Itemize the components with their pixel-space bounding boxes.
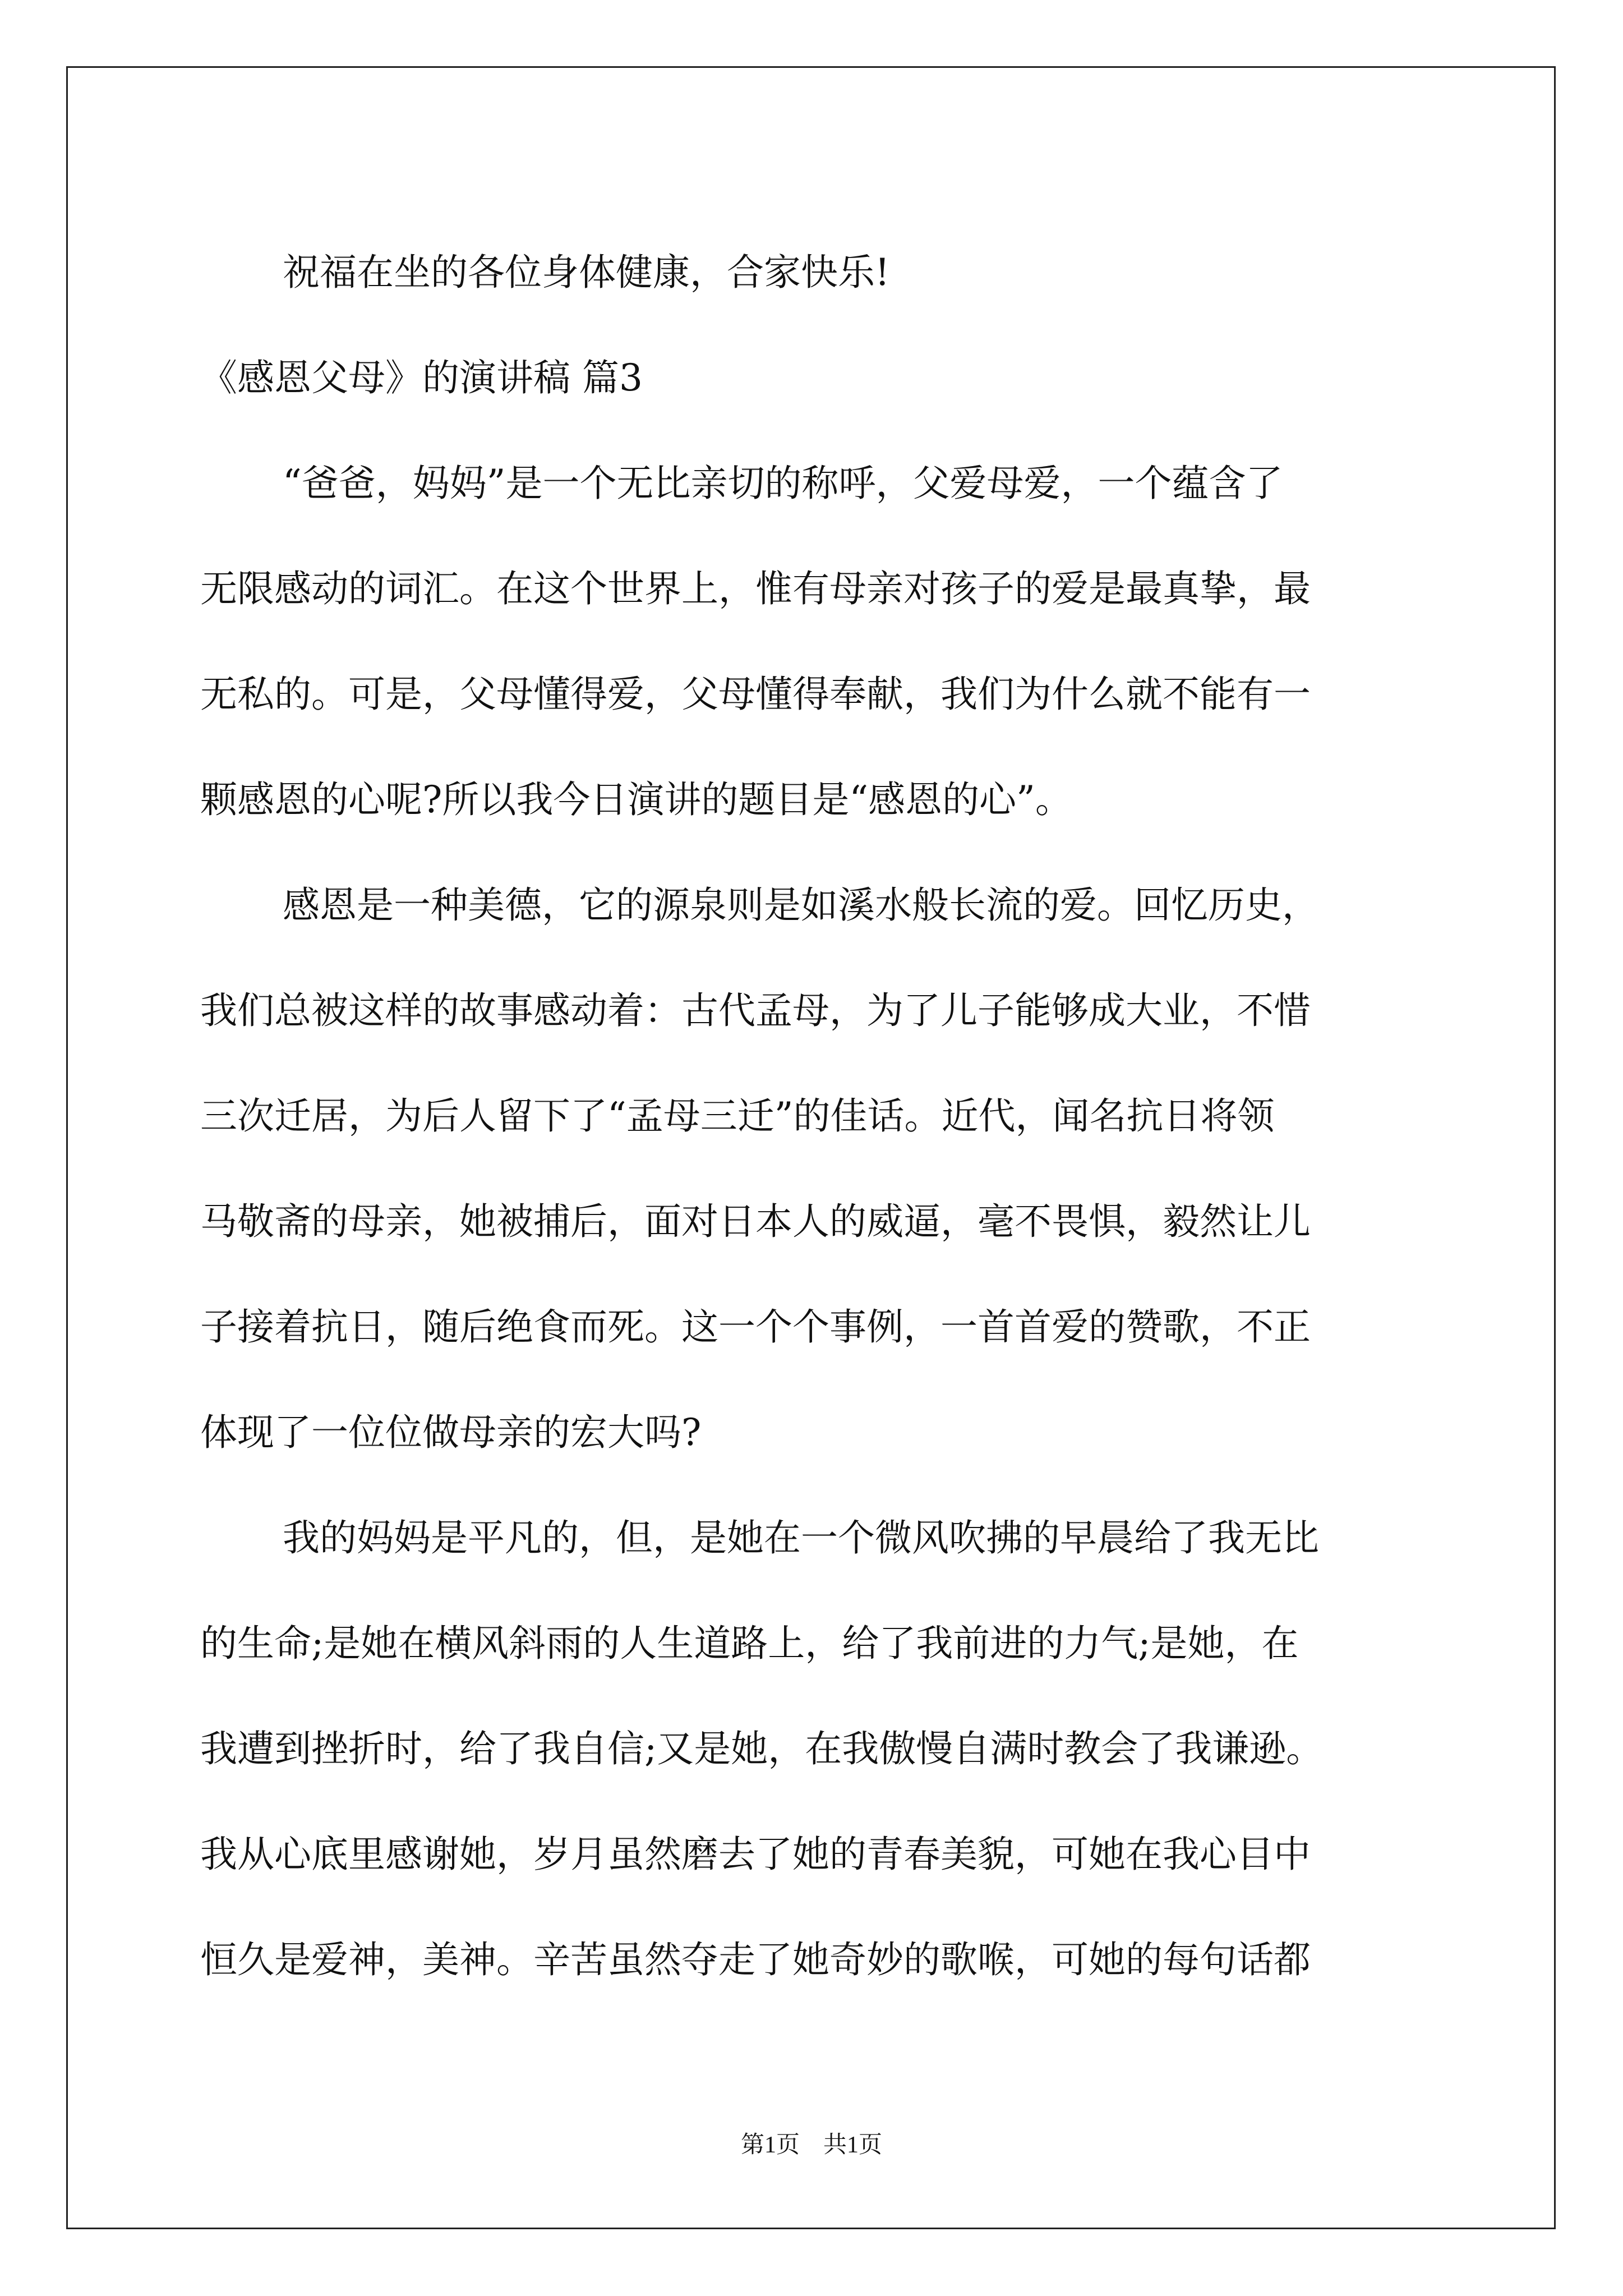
closing-line: 祝福在坐的各位身体健康，合家快乐!	[283, 251, 890, 294]
paragraph-line: 无限感动的词汇。在这个世界上，惟有母亲对孩子的爱是最真挚，最	[200, 567, 1311, 610]
paragraph-line: 体现了一位位做母亲的宏大吗?	[200, 1411, 702, 1454]
paragraph-line: 感恩是一种美德，它的源泉则是如溪水般长流的爱。回忆历史，	[283, 884, 1319, 927]
section-heading: 《感恩父母》的演讲稿 篇3	[200, 356, 643, 399]
paragraph-line: 马敬斋的母亲，她被捕后，面对日本人的威逼，毫不畏惧，毅然让儿	[200, 1200, 1311, 1243]
paragraph-line: 三次迁居，为后人留下了“孟母三迁”的佳话。近代，闻名抗日将领	[200, 1094, 1275, 1138]
paragraph-line: 我从心底里感谢她，岁月虽然磨去了她的青春美貌，可她在我心目中	[200, 1833, 1311, 1876]
paragraph-line: 无私的。可是，父母懂得爱，父母懂得奉献，我们为什么就不能有一	[200, 673, 1311, 716]
paragraph-line: 我们总被这样的故事感动着：古代孟母，为了儿子能够成大业，不惜	[200, 989, 1311, 1032]
document-body	[200, 220, 1433, 2013]
paragraph-line: 的生命;是她在横风斜雨的人生道路上，给了我前进的力气;是她，在	[200, 1622, 1299, 1665]
page-number: 第1页 共1页	[740, 2132, 882, 2158]
paragraph-line: “爸爸，妈妈”是一个无比亲切的称呼，父爱母爱，一个蕴含了	[283, 462, 1283, 505]
paragraph-line: 我遭到挫折时，给了我自信;又是她，在我傲慢自满时教会了我谦逊。	[200, 1727, 1324, 1770]
paragraph-line: 恒久是爱神，美神。辛苦虽然夺走了她奇妙的歌喉，可她的每句话都	[200, 1938, 1311, 1981]
paragraph-line: 子接着抗日，随后绝食而死。这一个个事例，一首首爱的赞歌，不正	[200, 1305, 1311, 1349]
paragraph-line: 我的妈妈是平凡的，但，是她在一个微风吹拂的早晨给了我无比	[283, 1516, 1319, 1559]
paragraph-line: 颗感恩的心呢?所以我今日演讲的题目是“感恩的心”。	[200, 778, 1072, 821]
